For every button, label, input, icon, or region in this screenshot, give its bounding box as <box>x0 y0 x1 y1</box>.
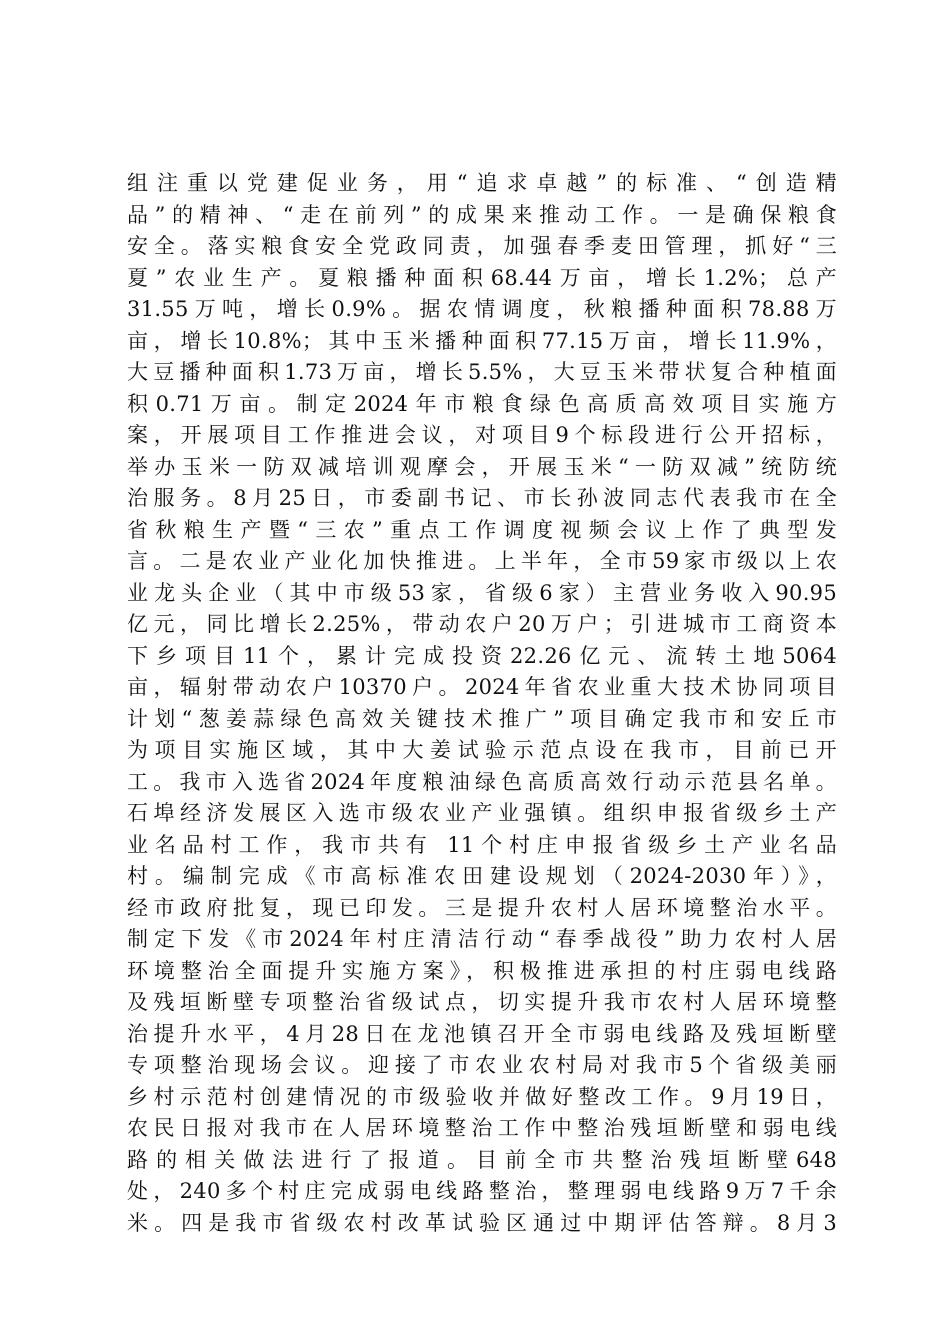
text-line: 村。编制完成《市高标准农田建设规划（2024-2030年）》， <box>127 864 837 888</box>
text-line: 乡村示范村创建情况的市级验收并做好整改工作。9月19日， <box>127 1084 837 1109</box>
text-line: 业名品村工作，我市共有 11个村庄申报省级乡土产业名品 <box>127 832 837 857</box>
text-line: 业龙头企业（其中市级53家，省级6家）主营业务收入90.95 <box>127 580 837 605</box>
text-line: 路的相关做法进行了报道。目前全市共整治残垣断壁648 <box>127 1147 837 1172</box>
text-line: 经市政府批复，现已印发。三是提升农村人居环境整治水平。 <box>127 895 837 920</box>
text-line: 安全。落实粮食安全党政同责，加强春季麦田管理，抓好“三 <box>127 234 837 258</box>
text-line: 品”的精神、“走在前列”的成果来推动工作。一是确保粮食 <box>127 202 837 227</box>
text-line: 石埠经济发展区入选市级农业产业强镇。组织申报省级乡土产 <box>127 801 837 825</box>
text-line: 及残垣断壁专项整治省级试点，切实提升我市农村人居环境整 <box>127 990 837 1014</box>
text-line: 组注重以党建促业务，用“追求卓越”的标准、“创造精 <box>127 171 837 195</box>
text-line: 处，240多个村庄完成弱电线路整治，整理弱电线路9万7千余 <box>127 1179 837 1203</box>
text-line: 31.55万吨，增长0.9%。据农情调度，秋粮播种面积78.88万 <box>127 297 837 321</box>
text-line: 制定下发《市2024年村庄清洁行动“春季战役”助力农村人居 <box>127 927 837 951</box>
text-line: 治服务。8月25日，市委副书记、市长孙波同志代表我市在全 <box>127 486 837 510</box>
text-line: 下乡项目11个，累计完成投资22.26亿元、流转土地5064 <box>127 643 837 668</box>
text-line: 亩，增长10.8%；其中玉米播种面积77.15万亩，增长11.9%， <box>127 328 837 353</box>
text-line: 夏”农业生产。夏粮播种面积68.44万亩，增长1.2%；总产 <box>127 265 837 290</box>
text-line: 工。我市入选省2024年度粮油绿色高质高效行动示范县名单。 <box>127 769 837 794</box>
text-line: 举办玉米一防双减培训观摩会，开展玉米“一防双减”统防统 <box>127 454 837 479</box>
text-line: 大豆播种面积1.73万亩，增长5.5%，大豆玉米带状复合种植面 <box>127 360 837 384</box>
text-line: 言。二是农业产业化加快推进。上半年，全市59家市级以上农 <box>127 549 837 573</box>
text-line: 环境整治全面提升实施方案》，积极推进承担的村庄弱电线路 <box>127 958 837 983</box>
text-line: 亩，辐射带动农户10370户。2024年省农业重大技术协同项目 <box>127 675 837 699</box>
text-line: 案，开展项目工作推进会议，对项目9个标段进行公开招标， <box>127 423 837 447</box>
text-line: 米。四是我市省级农村改革试验区通过中期评估答辩。8月3 <box>127 1210 837 1235</box>
text-line: 农民日报对我市在人居环境整治工作中整治残垣断壁和弱电线 <box>127 1116 837 1140</box>
body-paragraph <box>127 168 837 1239</box>
text-line: 省秋粮生产暨“三农”重点工作调度视频会议上作了典型发 <box>127 517 837 542</box>
text-line: 亿元，同比增长2.25%，带动农户20万户；引进城市工商资本 <box>127 612 837 636</box>
text-line: 治提升水平，4月28日在龙池镇召开全市弱电线路及残垣断壁 <box>127 1021 837 1046</box>
text-line: 为项目实施区域，其中大姜试验示范点设在我市，目前已开 <box>127 738 837 762</box>
text-line: 计划“葱姜蒜绿色高效关键技术推广”项目确定我市和安丘市 <box>127 706 837 731</box>
text-line: 专项整治现场会议。迎接了市农业农村局对我市5个省级美丽 <box>127 1053 837 1077</box>
text-line: 积0.71万亩。制定2024年市粮食绿色高质高效项目实施方 <box>127 391 837 416</box>
